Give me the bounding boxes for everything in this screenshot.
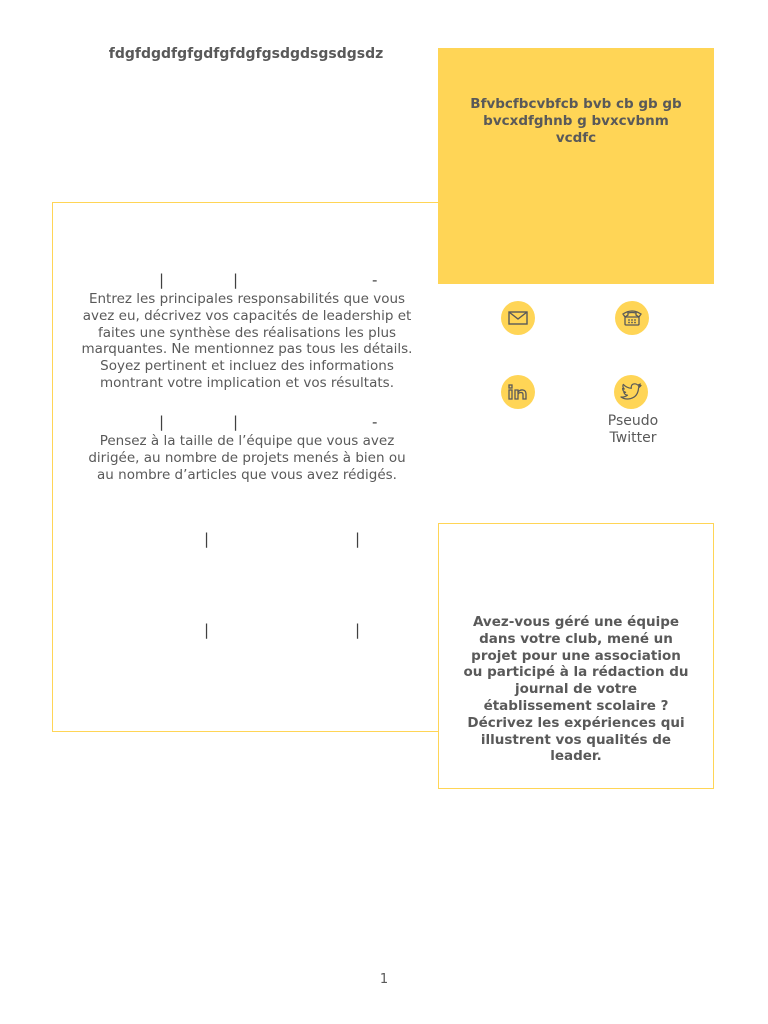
separator-dash: - (372, 413, 378, 431)
separator-pipe: | (159, 271, 165, 289)
twitter-icon[interactable] (614, 375, 648, 409)
linkedin-icon[interactable] (501, 375, 535, 409)
separator-pipe: | (159, 413, 165, 431)
experience-section (52, 202, 438, 732)
leadership-section (438, 523, 714, 789)
separator-pipe: | (204, 530, 210, 548)
experience-description-1: Entrez les principales responsabilités que vous avez eu, décrivez vos capacités de leadership et faites une synthèse des réalisations les plus marquantes. Ne mentionnez pas tous les détails. Soyez pertinent et incluez des informations montrant votre implication et vos résultats. (81, 291, 413, 391)
separator-pipe: | (233, 413, 239, 431)
experience-description-2: Pensez à la taille de l’équipe que vous avez dirigée, au nombre de projets menés à bien ou au nombre d’articles que vous avez rédigés. (88, 433, 406, 483)
separator-pipe: | (204, 621, 210, 639)
separator-dash: - (372, 271, 378, 289)
separator-pipe: | (355, 621, 361, 639)
header-name: fdgfdgdfgfgdfgfdgfgsdgdsgsdgsdz (108, 46, 384, 62)
separator-pipe: | (355, 530, 361, 548)
leadership-text: Avez-vous géré une équipe dans votre club, mené un projet pour une association ou participé à la rédaction du journal de votre établissement scolaire ? Décrivez les expériences qui illustrent vos qualités de leader. (463, 614, 689, 765)
phone-icon[interactable] (615, 301, 649, 335)
email-icon[interactable] (501, 301, 535, 335)
page-number: 1 (379, 972, 389, 987)
separator-pipe: | (233, 271, 239, 289)
objective-card (438, 48, 714, 284)
twitter-handle-label: Pseudo Twitter (607, 413, 659, 446)
objective-text: Bfvbcfbcvbfcb bvb cb gb gb bvcxdfghnb g bvxcvbnm vcdfc (470, 96, 682, 146)
